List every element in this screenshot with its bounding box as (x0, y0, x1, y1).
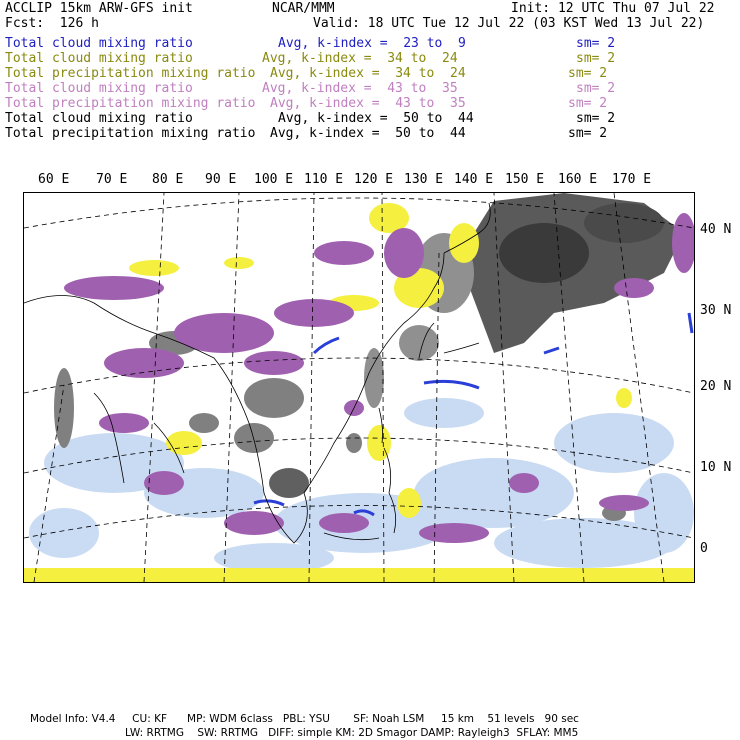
lon-label-60e: 60 E (38, 172, 70, 187)
lon-label-80e: 80 E (152, 172, 184, 187)
legend-field-6: Total cloud mixing ratio (5, 111, 193, 126)
legend-avg-6: Avg, k-index = 50 to 44 (278, 111, 474, 126)
init-time: Init: 12 UTC Thu 07 Jul 22 (511, 1, 715, 16)
forecast-hour: Fcst: 126 h (5, 16, 99, 31)
lon-label-140e: 140 E (454, 172, 494, 187)
legend-sm-2: sm= 2 (576, 51, 616, 66)
lon-label-70e: 70 E (96, 172, 128, 187)
legend-row-5 (5, 96, 608, 111)
footer-model-info: Model Info: V4.4 CU: KF MP: WDM 6class PBL: YSU SF: Noah LSM 15 km 51 levels 90 sec (30, 713, 579, 725)
legend-avg-1: Avg, k-index = 23 to 9 (278, 36, 466, 51)
legend-row-7 (5, 126, 608, 141)
map-panel (23, 192, 695, 583)
legend-row-6 (5, 111, 616, 126)
legend-sm-7: sm= 2 (568, 126, 608, 141)
lon-label-90e: 90 E (205, 172, 237, 187)
legend-sm-6: sm= 2 (576, 111, 616, 126)
lon-label-110e: 110 E (304, 172, 344, 187)
legend-field-3: Total precipitation mixing ratio (5, 66, 256, 81)
map-canvas (24, 193, 694, 582)
footer-physics-info: LW: RRTMG SW: RRTMG DIFF: simple KM: 2D Smagor DAMP: Rayleigh3 SFLAY: MM5 (125, 727, 579, 739)
valid-time: Valid: 18 UTC Tue 12 Jul 22 (03 KST Wed 13 Jul 22) (313, 16, 705, 31)
legend-field-1: Total cloud mixing ratio (5, 36, 193, 51)
legend-avg-3: Avg, k-index = 34 to 24 (270, 66, 466, 81)
legend-avg-2: Avg, k-index = 34 to 24 (262, 51, 458, 66)
legend-row-4 (5, 81, 616, 96)
legend-sm-3: sm= 2 (568, 66, 608, 81)
lat-label-40n: 40 N (700, 222, 732, 237)
lon-label-170e: 170 E (612, 172, 652, 187)
legend-avg-7: Avg, k-index = 50 to 44 (270, 126, 466, 141)
legend-sm-1: sm= 2 (576, 36, 616, 51)
legend-field-7: Total precipitation mixing ratio (5, 126, 256, 141)
lon-label-150e: 150 E (505, 172, 545, 187)
lat-label-0: 0 (700, 541, 708, 556)
legend-field-5: Total precipitation mixing ratio (5, 96, 256, 111)
lon-label-130e: 130 E (404, 172, 444, 187)
lat-label-10n: 10 N (700, 460, 732, 475)
center-label: NCAR/MMM (272, 1, 335, 16)
legend-field-2: Total cloud mixing ratio (5, 51, 193, 66)
lon-label-160e: 160 E (558, 172, 598, 187)
legend-row-3 (5, 66, 608, 81)
legend-avg-4: Avg, k-index = 43 to 35 (262, 81, 458, 96)
lat-label-30n: 30 N (700, 303, 732, 318)
legend-row-1 (5, 36, 616, 51)
lon-label-100e: 100 E (254, 172, 294, 187)
legend-sm-5: sm= 2 (568, 96, 608, 111)
lon-label-120e: 120 E (354, 172, 394, 187)
lat-label-20n: 20 N (700, 379, 732, 394)
legend-sm-4: sm= 2 (576, 81, 616, 96)
legend-row-2 (5, 51, 616, 66)
legend-avg-5: Avg, k-index = 43 to 35 (270, 96, 466, 111)
model-title: ACCLIP 15km ARW-GFS init (5, 1, 193, 16)
legend-field-4: Total cloud mixing ratio (5, 81, 193, 96)
